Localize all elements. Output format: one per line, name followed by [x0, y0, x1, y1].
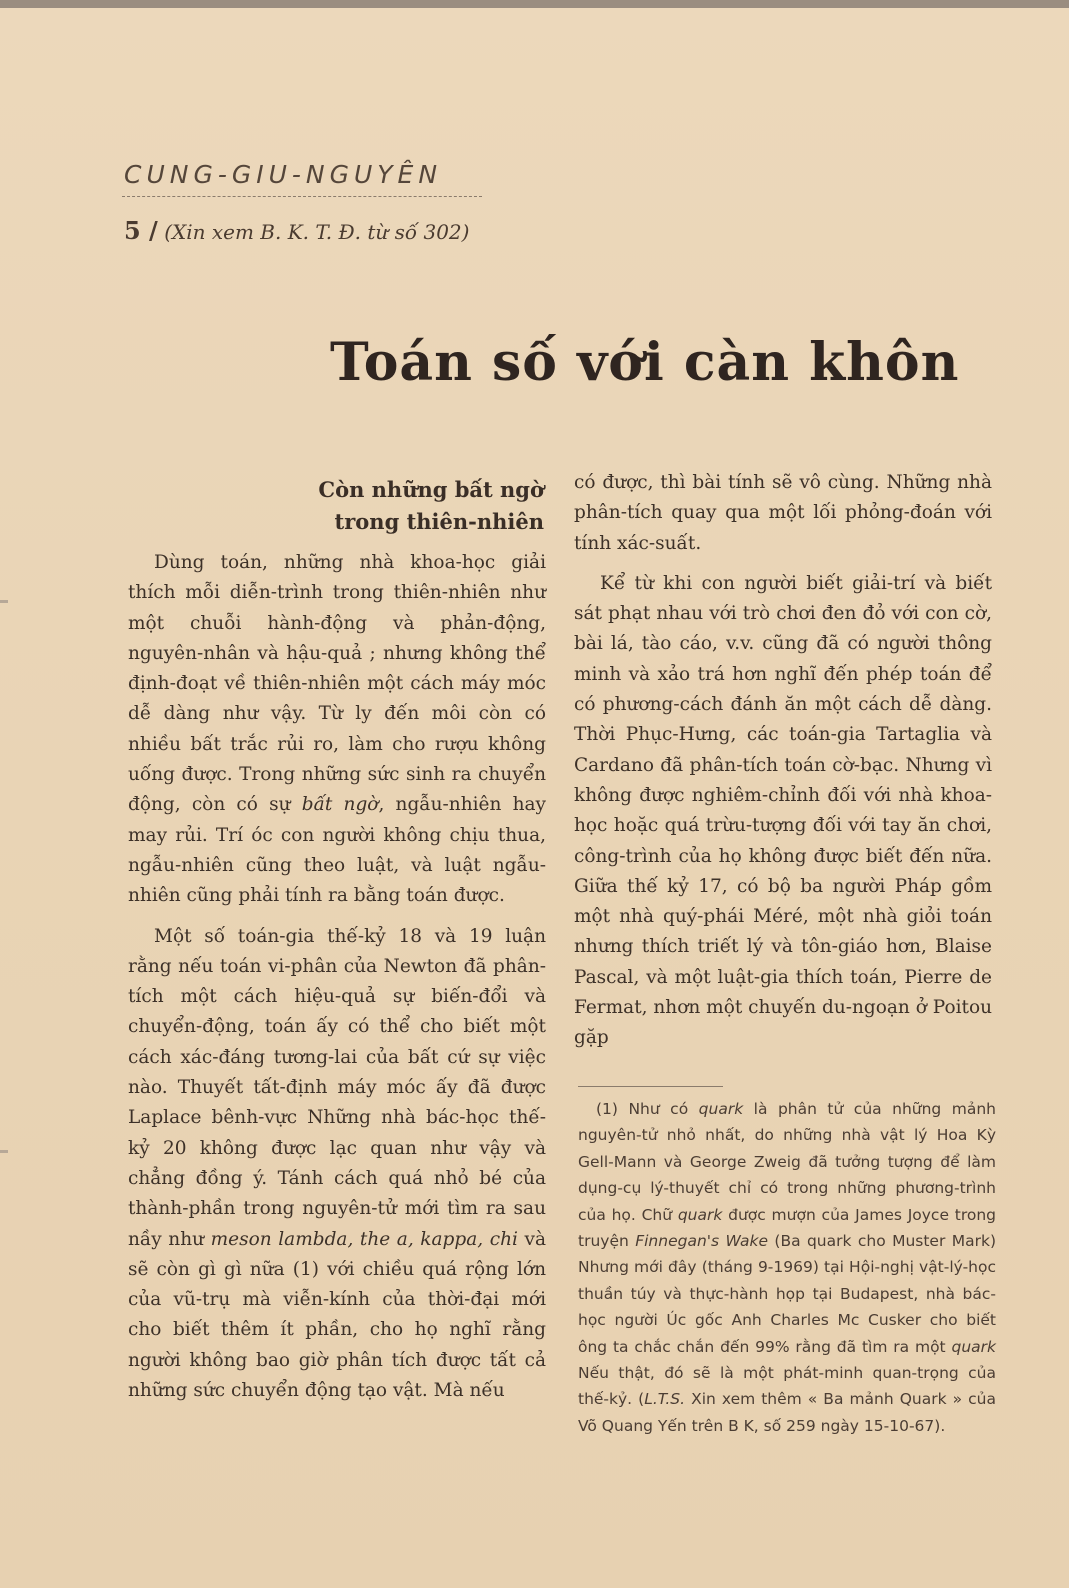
- article-title: Toán số với càn khôn: [330, 332, 960, 393]
- edge-mark: [0, 600, 8, 603]
- footnote-rule: [578, 1086, 723, 1087]
- issue-line: [124, 216, 469, 245]
- footnote: (1) Như có quark là phân tử của những mảnh nguyên-tử nhỏ nhất, do những nhà vật lý Hoa Kỳ Gell-Mann và George Zweig đã tưởng tượng để làm dụng-cụ lý-thuyết chỉ có trong những phương-trình của họ. Chữ quark được mượn của James Joyce trong truyện Finnegan's Wake (Ba quark cho Muster Mark) Nhưng mới đây (tháng 9-1969) tại Hội-nghị vật-lý-học thuần túy và thực-hành họp tại Budapest, nhà bác-học người Úc gốc Anh Charles Mc Cusker cho biết ông ta chắc chắn đến 99% rằng đã tìm ra một quark Nếu thật, đó sẽ là một phát-minh quan-trọng của thế-kỷ. (L.T.S. Xin xem thêm « Ba mảnh Quark » của Võ Quang Yến trên B K, số 259 ngày 15-10-67).: [578, 1100, 996, 1435]
- edge-mark: [0, 1150, 8, 1153]
- paragraph: Dùng toán, những nhà khoa-học giải thích mỗi diễn-trình trong thiên-nhiên như một chuỗi hành-động và phản-động, nguyên-nhân và hậu-quả ; nhưng không thể định-đoạt về thiên-nhiên một cách máy móc dễ dàng như vậy. Từ ly đến môi còn có nhiều bất trắc rủi ro, làm cho rượu không uống được. Trong những sức sinh ra chuyển động, còn có sự bất ngờ, ngẫu-nhiên hay may rủi. Trí óc con người không chịu thua, ngẫu-nhiên cũng theo luật, và luật ngẫu-nhiên cũng phải tính ra bằng toán được.: [128, 552, 546, 907]
- paragraph: Một số toán-gia thế-kỷ 18 và 19 luận rằng nếu toán vi-phân của Newton đã phân-tích một cách hiệu-quả sự biến-đổi và chuyển-động, toán ấy có thể cho biết một cách xác-đáng tương-lai của bất cứ sự việc nào. Thuyết tất-định máy móc ấy đã được Laplace bênh-vực Những nhà bác-học thế-kỷ 20 không được lạc quan như vậy và chẳng đồng ý. Tánh cách quá nhỏ bé của thành-phần trong nguyên-tử mới tìm ra sau nầy như meson lambda, the a, kappa, chi và sẽ còn gì gì nữa (1) với chiều quá rộng lớn của vũ-trụ mà viễn-kính của thời-đại mới cho biết thêm ít phần, cho họ nghĩ rằng người không bao giờ phân tích được tất cả những sức chuyển động tạo vật. Mà nếu: [128, 925, 546, 1402]
- section-subheading: Còn những bất ngờ trong thiên-nhiên: [318, 477, 544, 534]
- series-rule: [122, 196, 482, 197]
- left-column: [128, 548, 546, 1406]
- paragraph: Kể từ khi con người biết giải-trí và biết sát phạt nhau với trò chơi đen đỏ với con cờ, bài lá, tào cáo, v.v. cũng đã có người thông minh và xảo trá hơn nghĩ đến phép toán để có phương-cách đánh ăn một cách dễ dàng. Thời Phục-Hưng, các toán-gia Tartaglia và Cardano đã phân-tích toán cờ-bạc. Nhưng vì không được nghiêm-chỉnh đối với nhà khoa-học hoặc quá trừu-tượng đối với tay ăn chơi, công-trình của họ không được biết đến nữa. Giữa thế kỷ 17, có bộ ba người Pháp gồm một nhà quý-phái Méré, một nhà giỏi toán nhưng thích triết lý và tôn-giáo hơn, Blaise Pascal, và một luật-gia thích toán, Pierre de Fermat, nhơn một chuyến du-ngoạn ở Poitou gặp: [574, 572, 992, 1049]
- top-edge: [0, 0, 1069, 8]
- paragraph: có được, thì bài tính sẽ vô cùng. Những nhà phân-tích quay qua một lối phỏng-đoán với tính xác-suất.: [574, 472, 992, 554]
- issue-note: (Xin xem B. K. T. Đ. từ số 302): [164, 220, 470, 244]
- issue-number: 5 /: [124, 216, 158, 245]
- series-title: CUNG-GIU-NGUYÊN: [124, 160, 443, 189]
- right-column: [574, 468, 992, 1054]
